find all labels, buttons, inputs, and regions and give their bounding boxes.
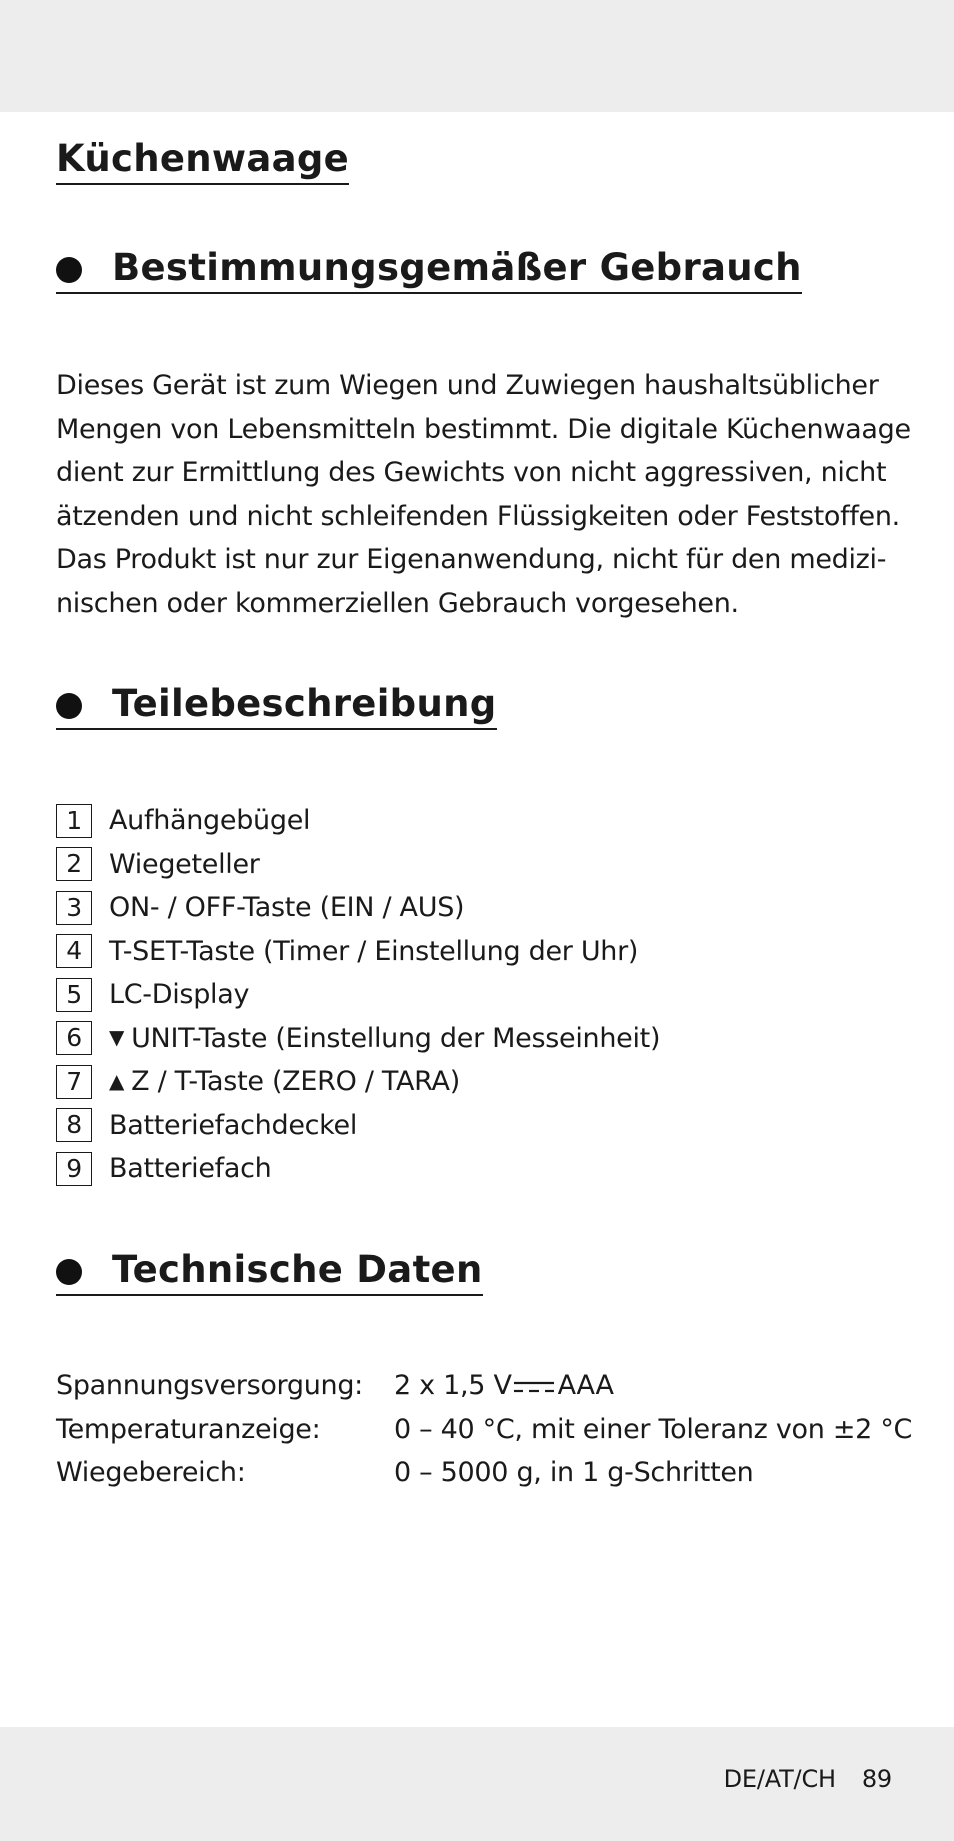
part-number: 9	[56, 1152, 92, 1186]
page-footer	[724, 1765, 892, 1793]
list-item	[56, 1017, 660, 1061]
dc-current-icon	[514, 1380, 554, 1394]
part-number: 1	[56, 804, 92, 838]
list-item	[56, 1060, 660, 1104]
part-label: UNIT-Taste (Einstellung der Messeinheit)	[131, 1022, 661, 1054]
paragraph-line: dient zur Ermittlung des Gewichts von nicht aggressiven, nicht	[56, 457, 887, 488]
list-item	[56, 930, 660, 974]
paragraph-line: ätzenden und nicht schleifenden Flüssigkeiten oder Feststoffen.	[56, 500, 900, 532]
spec-value: 0 – 40 °C, mit einer Toleranz von ±2 °C	[394, 1413, 913, 1445]
spec-label: Wiegebereich:	[56, 1457, 246, 1489]
part-number: 3	[56, 891, 92, 925]
spec-value: 0 – 5000 g, in 1 g-Schritten	[394, 1457, 754, 1489]
section-heading-text: Teilebeschreibung	[112, 682, 497, 725]
table-row	[56, 1408, 912, 1452]
list-item	[56, 1104, 660, 1148]
section-heading-text: Technische Daten	[112, 1248, 483, 1291]
list-item	[56, 1147, 660, 1191]
part-label: LC-Display	[109, 979, 250, 1011]
parts-list	[56, 799, 660, 1191]
paragraph-line: Das Produkt ist nur zur Eigenanwendung, nicht für den medizi-	[56, 544, 887, 575]
part-label: T-SET-Taste (Timer / Einstellung der Uhr)	[109, 935, 639, 967]
section-heading-technical-data	[56, 1248, 483, 1296]
table-row	[56, 1451, 912, 1495]
list-item	[56, 886, 660, 930]
page-header-band	[0, 0, 954, 112]
part-number: 7	[56, 1065, 92, 1099]
footer-region: DE/AT/CH	[723, 1765, 836, 1793]
part-number: 5	[56, 978, 92, 1012]
intended-use-paragraph	[56, 364, 916, 625]
part-number: 4	[56, 934, 92, 968]
section-heading-parts	[56, 682, 497, 730]
list-item	[56, 843, 660, 887]
part-number: 6	[56, 1021, 92, 1055]
triangle-up-icon: ▲	[109, 1068, 125, 1093]
paragraph-line: Dieses Gerät ist zum Wiegen und Zuwiegen haushaltsüblicher	[56, 370, 879, 401]
spec-label: Temperaturanzeige:	[56, 1413, 321, 1445]
page-number: 89	[861, 1765, 892, 1793]
part-number: 2	[56, 847, 92, 881]
spec-value: 2 x 1,5 V AAA	[394, 1370, 614, 1402]
part-label: Aufhängebügel	[109, 805, 311, 837]
part-label: Wiegeteller	[109, 848, 260, 880]
bullet-icon	[56, 693, 82, 719]
list-item	[56, 799, 660, 843]
triangle-down-icon: ▼	[109, 1025, 125, 1050]
part-label: Batteriefach	[109, 1153, 272, 1185]
table-row	[56, 1364, 912, 1408]
section-heading-intended-use	[56, 246, 802, 294]
paragraph-line: Mengen von Lebensmitteln bestimmt. Die digitale Küchenwaage	[56, 413, 911, 445]
bullet-icon	[56, 257, 82, 283]
document-title: Küchenwaage	[56, 140, 349, 185]
section-heading-text: Bestimmungsgemäßer Gebrauch	[112, 246, 802, 289]
spec-label: Spannungsversorgung:	[56, 1370, 363, 1402]
part-label: Z / T-Taste (ZERO / TARA)	[131, 1066, 460, 1098]
technical-data-table	[56, 1364, 912, 1495]
bullet-icon	[56, 1259, 82, 1285]
paragraph-line: nischen oder kommerziellen Gebrauch vorgesehen.	[56, 587, 739, 619]
part-label: ON- / OFF-Taste (EIN / AUS)	[109, 892, 465, 924]
list-item	[56, 973, 660, 1017]
part-number: 8	[56, 1108, 92, 1142]
part-label: Batteriefachdeckel	[109, 1109, 358, 1141]
